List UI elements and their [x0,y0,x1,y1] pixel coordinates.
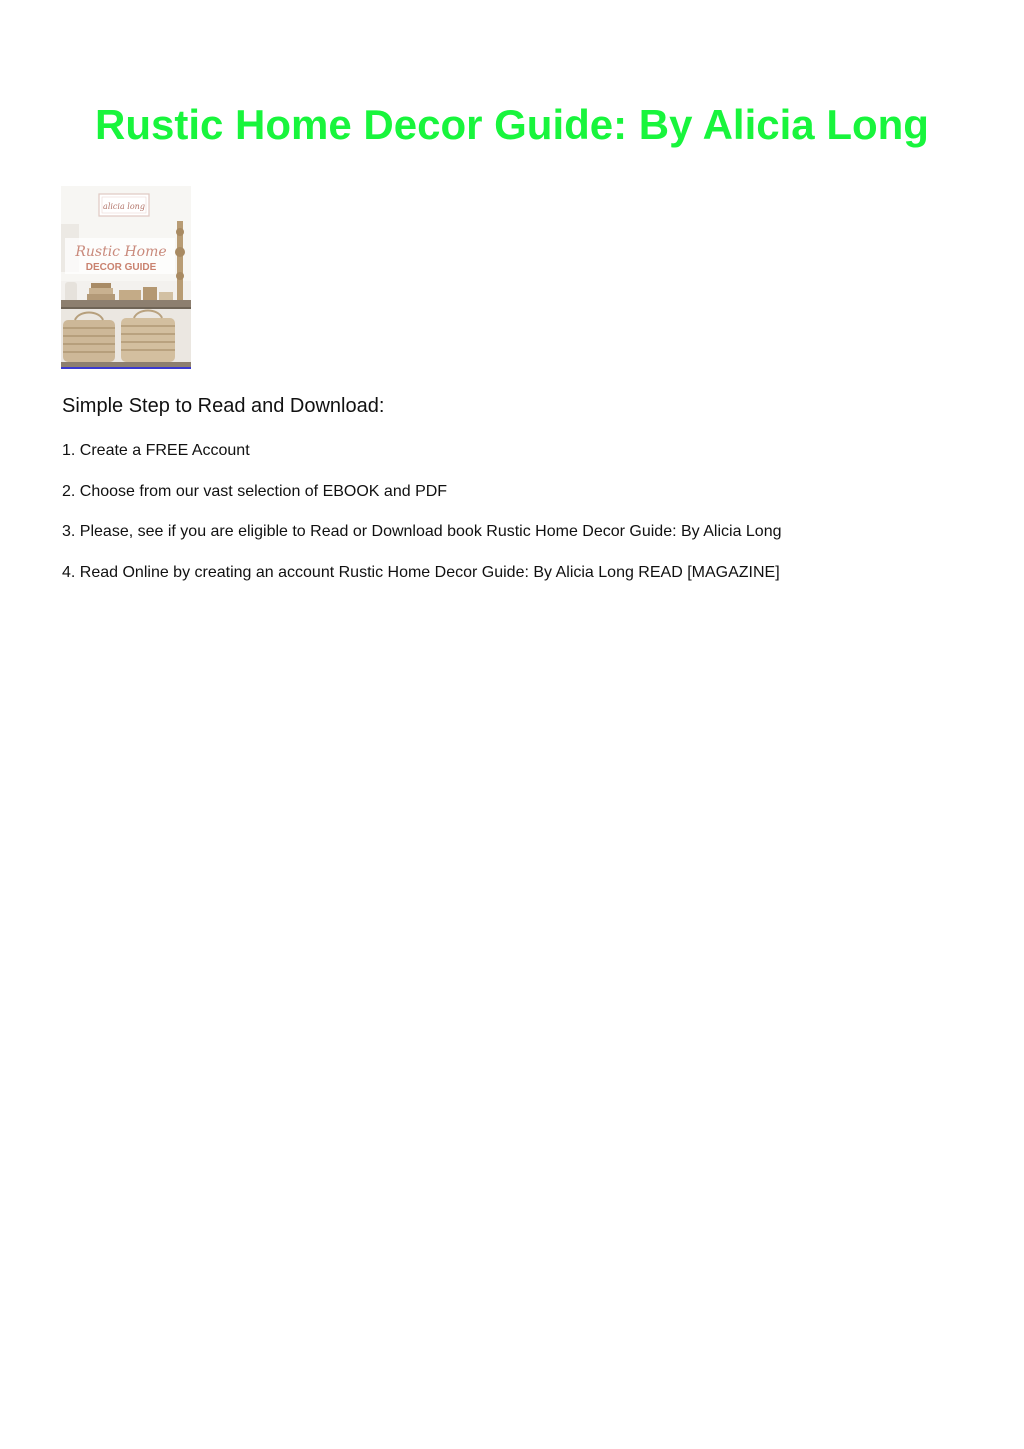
instructions-heading: Simple Step to Read and Download: [62,395,385,417]
step-item-read-online: 4. Read Online by creating an account Rustic Home Decor Guide: By Alicia Long READ [MAGAZINE] [62,563,780,581]
page-title: Rustic Home Decor Guide: By Alicia Long [95,101,929,148]
step-item-check-eligibility: 3. Please, see if you are eligible to Read or Download book Rustic Home Decor Guide: By Alicia Long [62,523,782,540]
step-item-create-account: 1. Create a FREE Account [62,442,250,459]
cover-title-line1: Rustic Home [75,244,167,260]
cover-brand: alicia long [103,202,145,211]
cover-title-line2: DECOR GUIDE [85,262,157,273]
book-cover-link[interactable] [61,186,191,369]
step-item-choose-selection: 2. Choose from our vast selection of EBOOK and PDF [62,482,448,500]
book-cover-image [61,186,191,367]
steps-list [62,441,982,603]
